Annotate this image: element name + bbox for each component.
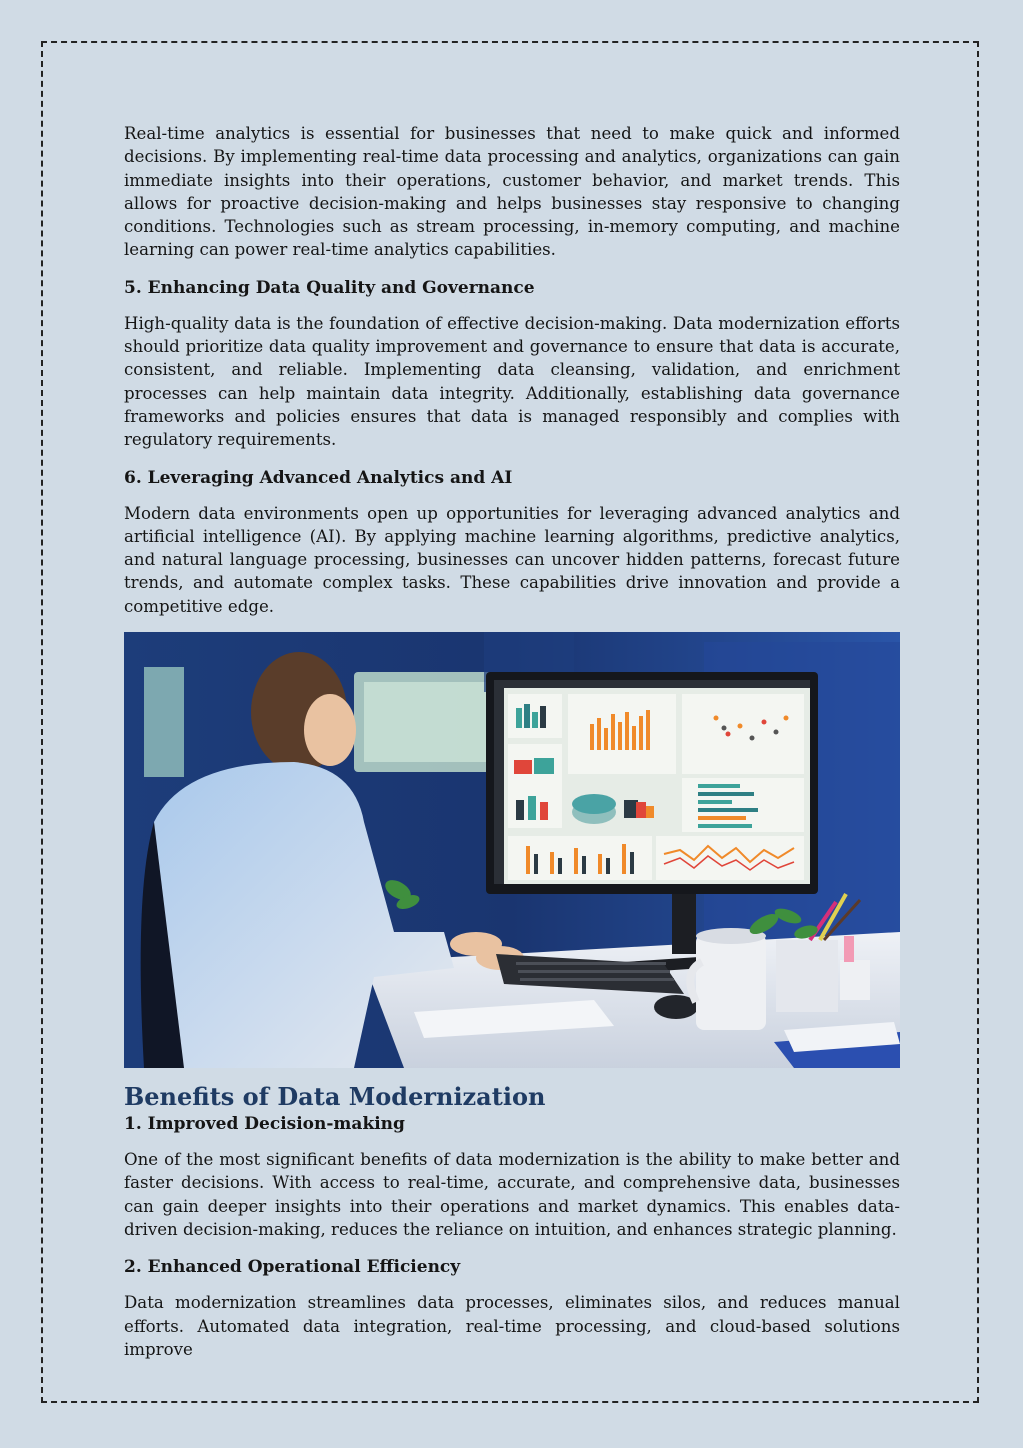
office-analytics-photo	[124, 632, 900, 1068]
paragraph-advanced-analytics: Modern data environments open up opportunities for leveraging advanced analytics and artificial intelligence (AI). By applying machine learning algorithms, predictive analytics, and natural language processing, businesses can uncover hidden patterns, forecast future trends, and automate complex tasks. These capabilities drive innovation and provide a competitive edge.	[124, 503, 900, 616]
heading-data-quality: 5. Enhancing Data Quality and Governance	[124, 277, 535, 298]
paragraph-operational-efficiency: Data modernization streamlines data processes, eliminates silos, and reduces manual efforts. Automated data integration, real-time processing, and cloud-based solutions improve	[124, 1293, 900, 1359]
document-body	[124, 122, 900, 1375]
heading-advanced-analytics: 6. Leveraging Advanced Analytics and AI	[124, 467, 513, 488]
paragraph-data-quality: High-quality data is the foundation of effective decision-making. Data modernization efforts should prioritize data quality improvement and governance to ensure that data is accurate, consistent, and reliable. Implementing data cleansing, validation, and enrichment processes can help maintain data integrity. Additionally, establishing data governance frameworks and policies ensures that data is managed responsibly and complies with regulatory requirements.	[124, 313, 900, 450]
section-title-benefits: Benefits of Data Modernization	[124, 1082, 546, 1112]
paragraph-realtime-analytics: Real-time analytics is essential for businesses that need to make quick and informed decisions. By implementing real-time data processing and analytics, organizations can gain immediate insights into their operations, customer behavior, and market trends. This allows for proactive decision-making and helps businesses stay responsive to changing conditions. Technologies such as stream processing, in-memory computing, and machine learning can power real-time analytics capabilities.	[124, 124, 900, 260]
paragraph-improved-decision-making: One of the most significant benefits of data modernization is the ability to make better and faster decisions. With access to real-time, accurate, and comprehensive data, businesses can gain deeper insights into their operations and market dynamics. This enables data-driven decision-making, reduces the reliance on intuition, and enhances strategic planning.	[124, 1150, 900, 1239]
heading-operational-efficiency: 2. Enhanced Operational Efficiency	[124, 1257, 461, 1278]
heading-improved-decision-making: 1. Improved Decision-making	[124, 1114, 405, 1135]
